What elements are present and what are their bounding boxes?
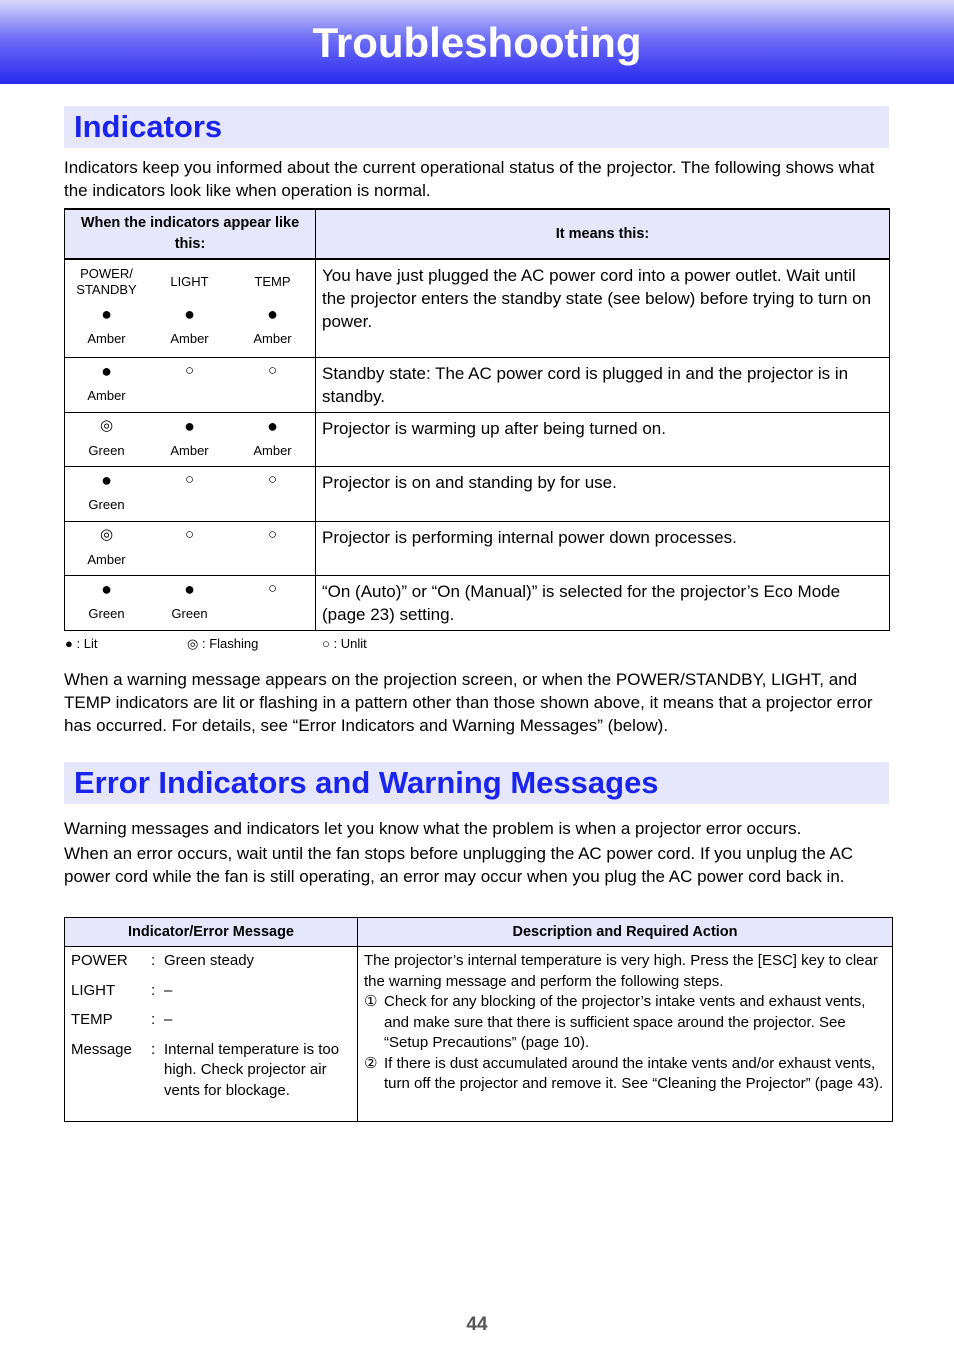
power-key: POWER [71,952,128,969]
colon: : [151,1011,156,1028]
legend-lit [65,636,97,652]
indicator-name: TEMP [254,274,291,289]
indicators-col2-header: It means this: [316,209,890,259]
indicator-meaning: Projector is warming up after being turned on. [316,412,890,466]
page-title: Troubleshooting [312,19,642,66]
lit-icon: ● [65,636,73,651]
indicator-color-label [231,388,314,404]
indicator-state [231,471,314,513]
step-2-number: ② [364,1054,378,1072]
indicator-color-label: Amber [170,331,209,346]
colon: : [151,952,156,969]
unlit-icon: ○ [322,636,330,651]
legend-flashing-label: : Flashing [201,636,259,651]
indicator-color-label [148,497,231,513]
lit-indicator-icon: ● [101,304,112,324]
indicator-states-cell [65,521,316,575]
step-1 [364,992,886,1054]
indicator-color-label: Amber [87,551,126,567]
lit-indicator-icon: ● [184,304,195,324]
error-indicator-cell [65,947,358,1122]
legend-unlit-label: : Unlit [333,636,367,651]
indicator-color-label [231,552,314,568]
indicators-table [64,208,890,631]
indicator-states-cell [65,466,316,521]
table-row [65,466,890,521]
indicator-color-label [231,497,314,513]
errors-heading: Error Indicators and Warning Messages [74,765,659,800]
indicator-meaning: Projector is on and standing by for use. [316,466,890,521]
indicator-color-label [148,552,231,568]
table-row [65,575,890,630]
page-number: 44 [466,1314,488,1335]
lit-indicator-icon: ● [184,415,195,436]
errors-col2-header: Description and Required Action [358,918,893,947]
light-state [71,981,357,1002]
indicator-state [148,417,231,459]
indicator-color-label: Amber [170,442,209,458]
indicator-state [65,580,148,622]
indicator-meaning: “On (Auto)” or “On (Manual)” is selected for the projector’s Eco Mode (page 23) setting. [316,575,890,630]
indicator-states-cell [65,412,316,466]
indicator-state [65,362,148,404]
step-1-number: ① [364,993,378,1010]
unlit-indicator-icon: ○ [184,525,195,543]
table-row [65,357,890,412]
lit-indicator-icon: ● [101,578,112,599]
message-state [71,1040,357,1102]
indicator-name: LIGHT [170,274,209,289]
errors-para-1: Warning messages and indicators let you know what the problem is when a projector error occurs. [64,819,802,838]
table-row [65,259,890,357]
indicator-name: POWER/ STANDBY [76,266,137,297]
warning-explanation: When a warning message appears on the projection screen, or when the POWER/STANDBY, LIGHT, and TEMP indicators are lit or flashing in a pattern other than those shown above, it means that a projector error has occurred. For details, see “Error Indicators and Warning Messages” (below). [64,670,873,735]
indicator-state [231,362,314,404]
errors-heading-bar [64,762,889,804]
errors-col1-header: Indicator/Error Message [65,918,358,947]
indicators-heading: Indicators [74,109,223,144]
indicators-col1-header: When the indicators appear like this: [65,209,316,259]
indicator-state [148,471,231,513]
colon: : [151,981,156,999]
light-key: LIGHT [71,981,116,999]
unlit-indicator-icon: ○ [267,525,278,543]
indicator-color-label: Green [88,496,125,512]
indicator-meaning: You have just plugged the AC power cord into a power outlet. Wait until the projector enters the standby state (see below) before trying to turn on power. [316,259,890,357]
indicator-color-label [148,388,231,404]
indicator-state [231,417,314,459]
indicator-color-label: Amber [87,387,126,403]
unlit-indicator-icon: ○ [184,361,195,379]
lit-indicator-icon: ● [267,304,278,324]
indicator-color-label: Green [88,605,125,621]
indicator-color-label [231,606,314,622]
indicator-meaning: Standby state: The AC power cord is plugged in and the projector is in standby. [316,357,890,412]
unlit-indicator-icon: ○ [267,579,278,597]
indicator-state [231,526,314,568]
legend-lit-label: : Lit [76,636,98,651]
indicator-state [65,526,148,568]
error-description-cell [358,947,893,1122]
indicator-states-cell [65,357,316,412]
indicator-color-label: Amber [253,331,292,346]
light-value: – [164,981,173,999]
step-1-text: Check for any blocking of the projector’s intake vents and exhaust vents, and make sure that there is sufficient space around the projector. See “Setup Precautions” (page 10). [384,993,866,1051]
indicator-state [148,260,231,347]
indicators-heading-bar [64,106,889,148]
colon: : [151,1040,156,1058]
flashing-icon: ◎ [187,636,199,651]
indicator-color-label: Green [88,442,125,458]
unlit-indicator-icon: ○ [267,361,278,379]
errors-para-2: When an error occurs, wait until the fan stops before unplugging the AC power cord. If you unplug the AC power cord while the fan is still operating, an error may occur when you plug the AC power cord back in. [64,844,854,886]
lit-indicator-icon: ● [184,578,195,599]
flashing-indicator-icon: ◎ [99,416,114,434]
indicator-state [231,260,314,347]
legend-flashing [187,636,258,652]
lit-indicator-icon: ● [101,469,112,490]
step-2 [364,1054,886,1095]
indicator-state [65,260,148,347]
errors-table-header [65,918,893,947]
table-row [65,947,893,1122]
step-2-text: If there is dust accumulated around the intake vents and/or exhaust vents, turn off the projector and remove it. See “Cleaning the Projector” (page 43). [384,1054,884,1092]
temp-key: TEMP [71,1011,113,1028]
indicator-color-label: Amber [253,442,292,458]
power-value: Green steady [164,952,255,969]
temp-value: – [164,1011,173,1028]
indicator-state [148,362,231,404]
indicator-state [148,580,231,622]
indicators-table-header [65,209,890,259]
message-key: Message [71,1040,132,1058]
indicator-color-label: Amber [87,331,126,346]
lit-indicator-icon: ● [101,360,112,381]
table-row [65,521,890,575]
indicator-states-cell [65,575,316,630]
title-banner [0,0,954,84]
indicator-meaning: Projector is performing internal power down processes. [316,521,890,575]
lit-indicator-icon: ● [267,415,278,436]
message-value: Internal temperature is too high. Check projector air vents for blockage. [164,1040,340,1099]
unlit-indicator-icon: ○ [267,470,278,488]
indicator-states-cell [65,259,316,357]
flashing-indicator-icon: ◎ [99,525,114,543]
indicator-color-label: Green [171,605,208,621]
indicator-state [148,526,231,568]
unlit-indicator-icon: ○ [184,470,195,488]
indicator-state [231,580,314,622]
indicators-intro: Indicators keep you informed about the current operational status of the projector. The following shows what the indicators look like when operation is normal. [64,158,875,200]
description-intro: The projector’s internal temperature is very high. Press the [ESC] key to clear the warning message and perform the following steps. [364,952,878,990]
temp-state [71,1010,357,1031]
errors-table [64,917,893,1122]
legend-unlit [322,636,367,652]
indicator-state [65,471,148,513]
indicator-state [65,417,148,459]
power-state [71,951,357,972]
table-row [65,412,890,466]
